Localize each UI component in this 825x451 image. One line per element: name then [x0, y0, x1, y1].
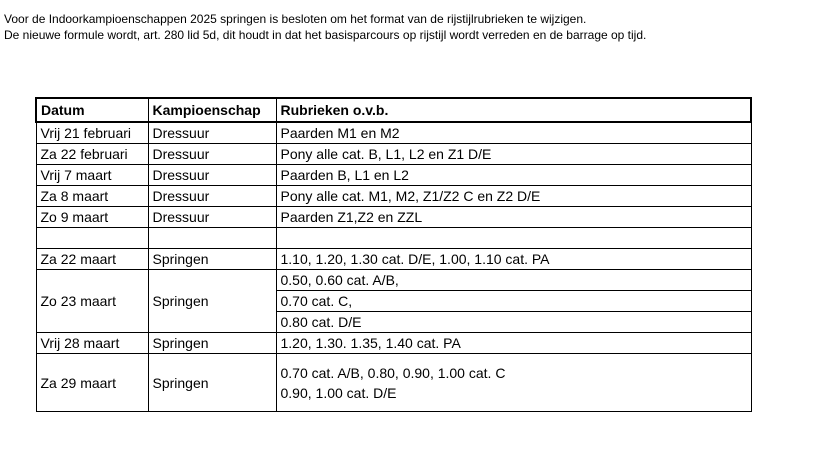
intro-text: [4, 11, 646, 43]
cell-kampioenschap: Dressuur: [148, 144, 276, 165]
cell-rubrieken: Paarden Z1,Z2 en ZZL: [276, 207, 751, 228]
empty-cell: [148, 228, 276, 249]
header-datum: Datum: [36, 98, 148, 122]
cell-datum: Zo 9 maart: [36, 207, 148, 228]
cell-rubrieken: Paarden M1 en M2: [276, 122, 751, 144]
empty-row: [36, 228, 751, 249]
cell-rubrieken: 1.20, 1.30. 1.35, 1.40 cat. PA: [276, 333, 751, 354]
header-row: [36, 98, 751, 122]
schedule-table: [35, 97, 752, 412]
table-row: [36, 186, 751, 207]
cell-rubrieken: Paarden B, L1 en L2: [276, 165, 751, 186]
cell-rubrieken-multi: [276, 354, 751, 412]
rubriek-line: 0.70 cat. A/B, 0.80, 0.90, 1.00 cat. C: [280, 364, 506, 381]
table-row: [36, 333, 751, 354]
cell-rubrieken: 0.80 cat. D/E: [276, 312, 751, 333]
header-rubrieken: Rubrieken o.v.b.: [276, 98, 751, 122]
cell-kampioenschap: Dressuur: [148, 207, 276, 228]
cell-datum: Za 29 maart: [36, 354, 148, 412]
cell-rubrieken: 1.10, 1.20, 1.30 cat. D/E, 1.00, 1.10 cat. PA: [276, 249, 751, 270]
header-kampioenschap: Kampioenschap: [148, 98, 276, 122]
cell-rubrieken: 0.70 cat. C,: [276, 291, 751, 312]
cell-kampioenschap: Dressuur: [148, 186, 276, 207]
cell-datum: Zo 23 maart: [36, 270, 148, 333]
intro-line-2: De nieuwe formule wordt, art. 280 lid 5d, dit houdt in dat het basisparcours op rijstijl wordt verreden en de barrage op tijd.: [4, 28, 647, 42]
rubriek-line: 0.90, 1.00 cat. D/E: [280, 384, 397, 401]
table-row: [36, 207, 751, 228]
table-row: [36, 122, 751, 144]
cell-kampioenschap: Springen: [148, 354, 276, 412]
cell-datum: Za 8 maart: [36, 186, 148, 207]
table-row: [36, 354, 751, 412]
cell-kampioenschap: Dressuur: [148, 122, 276, 144]
cell-datum: Vrij 21 februari: [36, 122, 148, 144]
cell-datum: Za 22 februari: [36, 144, 148, 165]
cell-datum: Vrij 7 maart: [36, 165, 148, 186]
cell-rubrieken: Pony alle cat. B, L1, L2 en Z1 D/E: [276, 144, 751, 165]
table-row: [36, 249, 751, 270]
table-row: [36, 144, 751, 165]
cell-datum: Vrij 28 maart: [36, 333, 148, 354]
table-row: [36, 270, 751, 291]
empty-cell: [36, 228, 148, 249]
cell-kampioenschap: Dressuur: [148, 165, 276, 186]
cell-kampioenschap: Springen: [148, 249, 276, 270]
cell-kampioenschap: Springen: [148, 270, 276, 333]
cell-kampioenschap: Springen: [148, 333, 276, 354]
cell-rubrieken: Pony alle cat. M1, M2, Z1/Z2 C en Z2 D/E: [276, 186, 751, 207]
intro-line-1: Voor de Indoorkampioenschappen 2025 springen is besloten om het format van de rijstijlrubrieken te wijzigen.: [4, 12, 587, 26]
cell-datum: Za 22 maart: [36, 249, 148, 270]
table-row: [36, 165, 751, 186]
empty-cell: [276, 228, 751, 249]
cell-rubrieken: 0.50, 0.60 cat. A/B,: [276, 270, 751, 291]
